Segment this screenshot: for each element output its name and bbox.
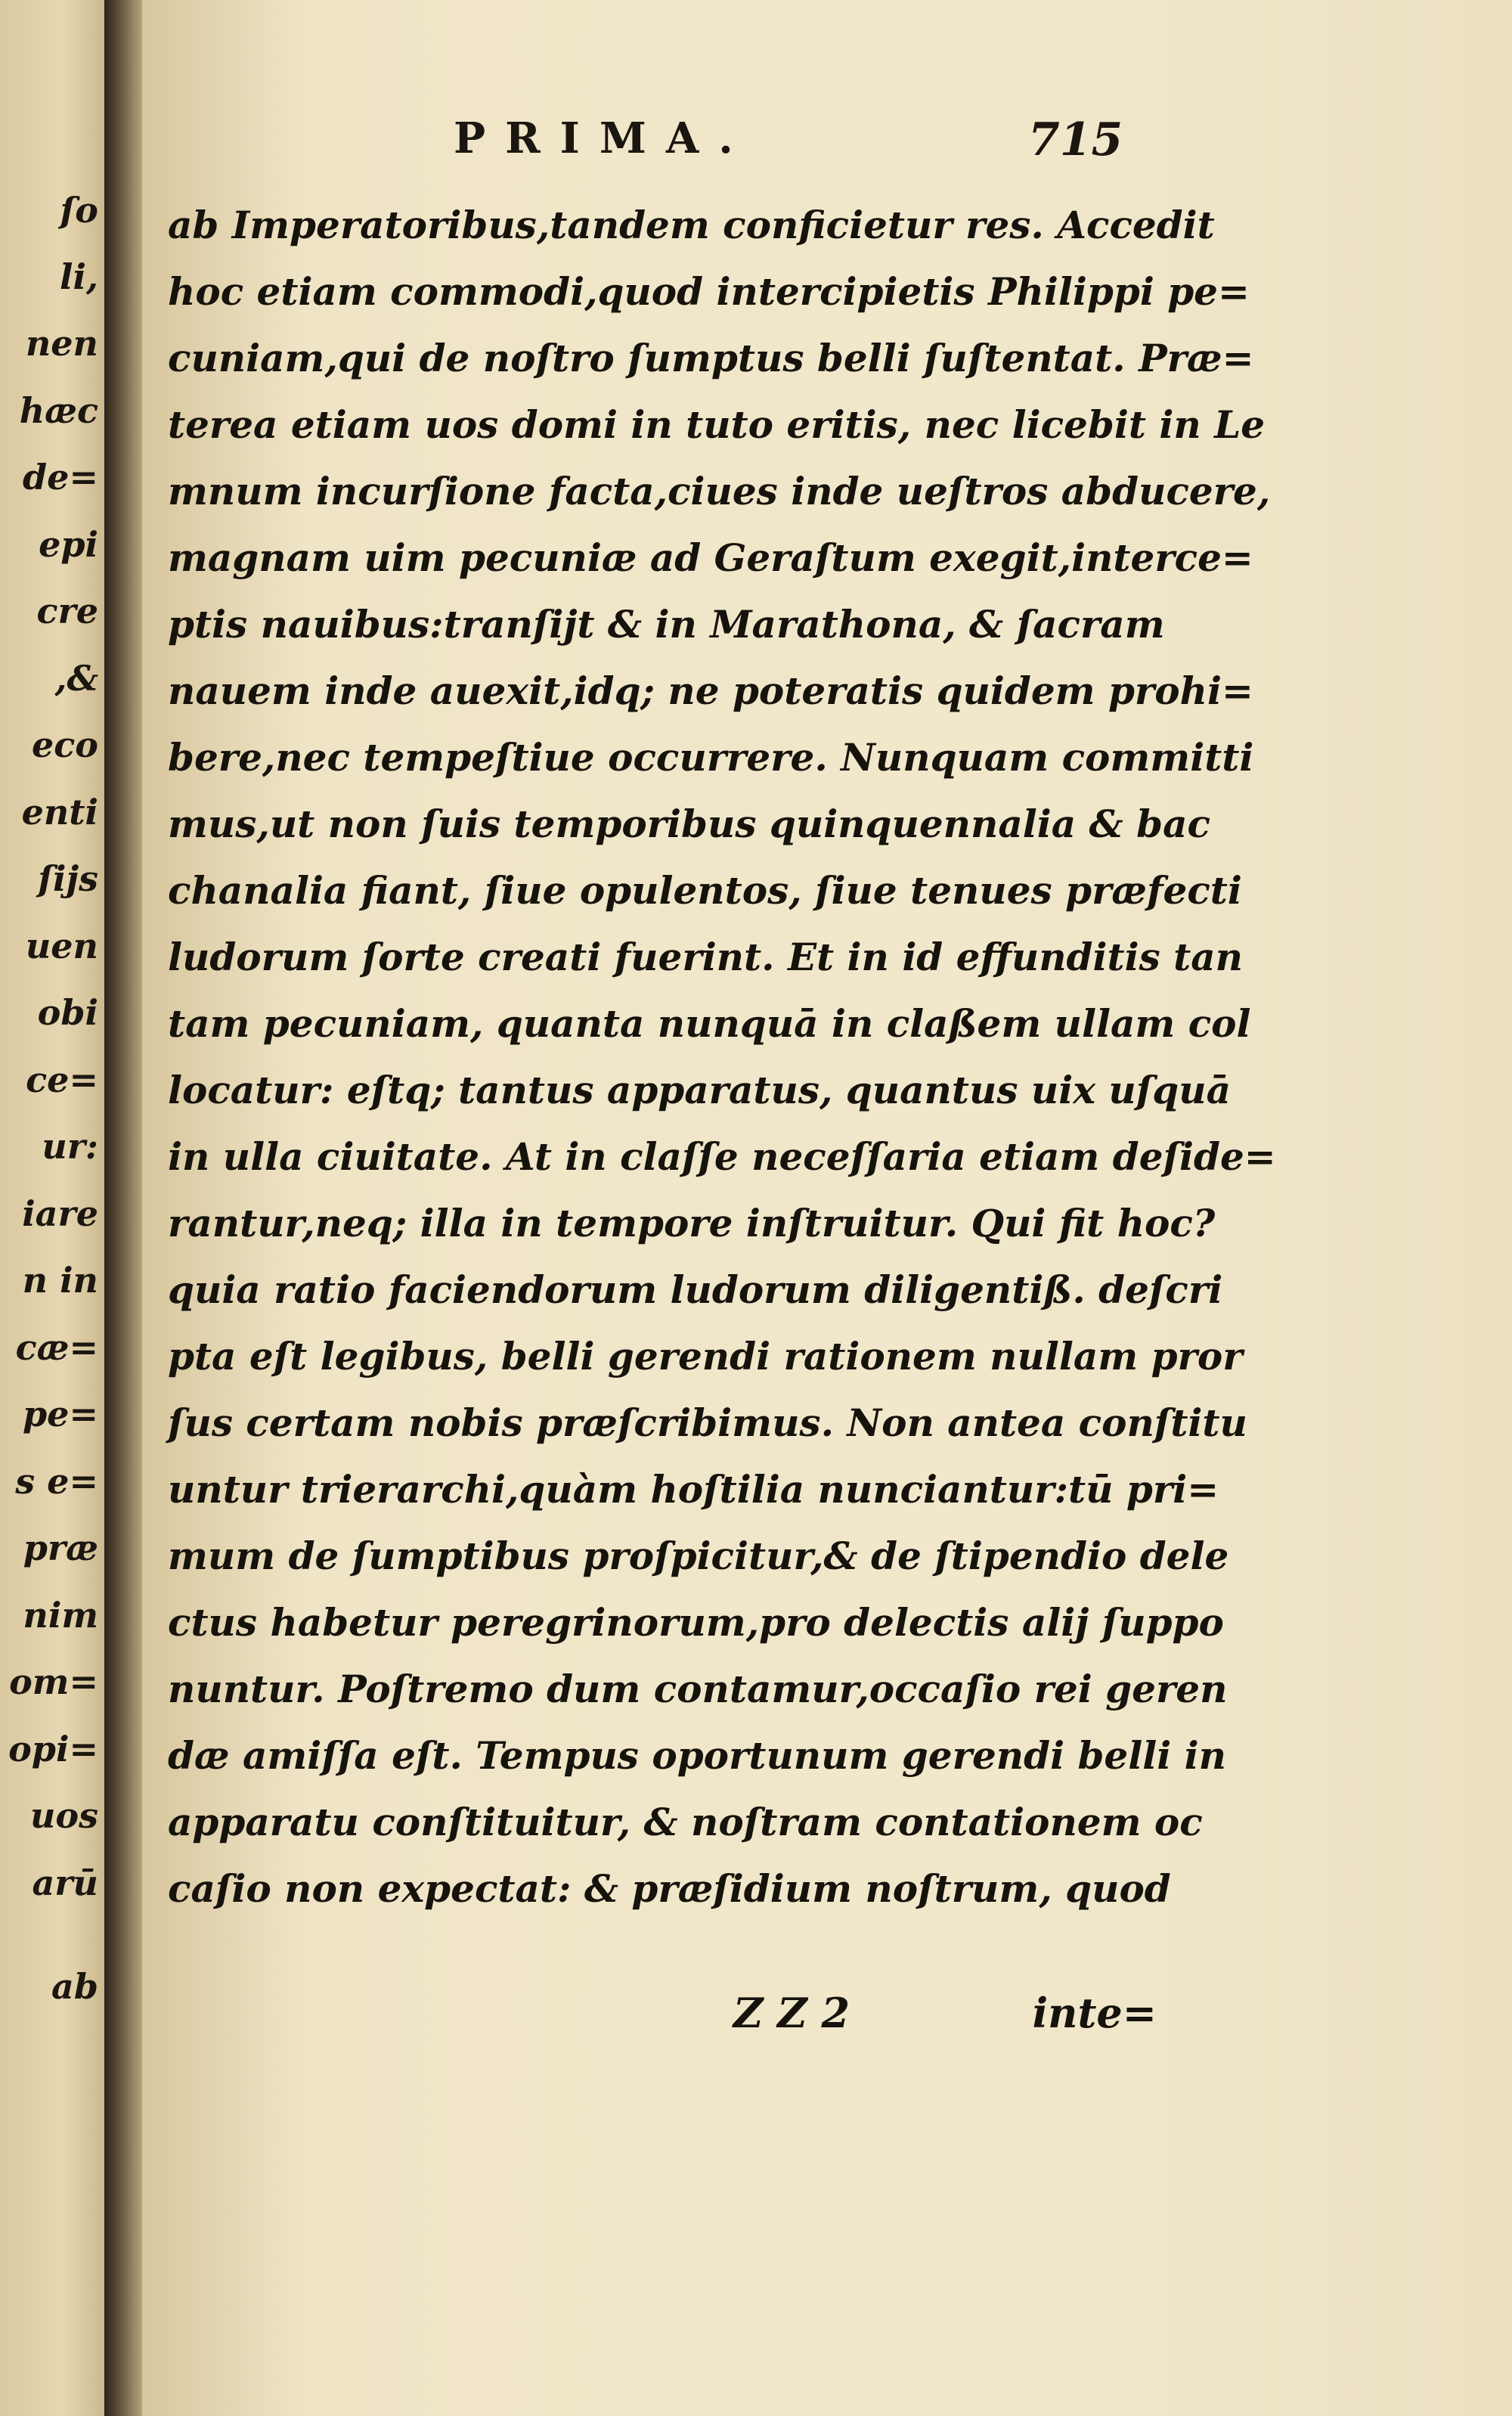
left-fragment: de= [23,457,98,498]
left-page-edge [0,0,104,2416]
text-line: ſus certam nobis præſcribimus. Non antea conſtitu [168,1400,1247,1445]
left-fragment: om= [9,1661,98,1702]
page-header [454,113,1134,166]
left-fragment: ,& [54,658,98,699]
text-line: pta eſt legibus, belli gerendi rationem nullam pror [168,1334,1243,1379]
left-fragment: eco [32,724,98,765]
left-fragment: li, [60,256,98,297]
text-line: quia ratio faciendorum ludorum diligentiß. deſcri [168,1267,1223,1312]
left-fragment: s e= [15,1461,98,1502]
text-line: nauem inde auexit,idq; ne poteratis quidem prohi= [168,668,1253,713]
text-line: caſio non expectat: & præſidium noſtrum, quod [168,1866,1171,1911]
left-fragment: uen [25,926,98,966]
text-line: ab Imperatoribus,tandem conficietur res. Accedit [168,203,1215,247]
left-fragment: cæ= [15,1327,98,1368]
left-fragment: iare [22,1193,98,1234]
left-fragment: ab [51,1966,98,2007]
text-line: mus,ut non ſuis temporibus quinquennalia & bac [168,802,1210,846]
text-line: ptis nauibus:tranſijt & in Marathona, & ſacram [168,602,1165,647]
left-fragment: ur: [42,1126,98,1167]
left-fragment: hæc [19,390,98,431]
catchword: inte= [1032,1989,1157,2037]
left-fragment: præ [23,1527,98,1568]
book-gutter [104,0,142,2416]
text-line: untur trierarchi,quàm hoſtilia nunciantur:tū pri= [168,1467,1219,1512]
signature-mark: Z Z 2 [733,1989,850,2037]
left-fragment: uos [29,1795,98,1836]
text-line: dæ amiſſa eſt. Tempus oportunum gerendi belli in [168,1733,1226,1778]
left-fragment: ſijs [38,858,98,899]
text-line: magnam uim pecuniæ ad Geraſtum exegit,interce= [168,535,1253,580]
text-line: mum de ſumptibus proſpicitur,& de ſtipendio dele [168,1534,1229,1578]
left-fragment: n in [22,1260,98,1301]
left-fragment: pe= [23,1394,98,1434]
page-number: 715 [1028,113,1123,166]
text-line: bere,nec tempeſtiue occurrere. Nunquam committi [168,735,1254,780]
text-line: tam pecuniam, quanta nunquā in claßem ullam col [168,1001,1251,1046]
text-line: terea etiam uos domi in tuto eritis, nec licebit in Le [168,402,1266,447]
left-fragment: enti [21,792,98,833]
left-fragment: nen [25,323,98,364]
left-fragment: opi= [8,1729,98,1769]
left-fragment: cre [36,591,98,631]
text-line: nuntur. Poſtremo dum contamur,occaſio rei geren [168,1667,1228,1711]
left-fragment: obi [37,992,98,1033]
text-line: hoc etiam commodi,quod intercipietis Philippi pe= [168,269,1250,314]
text-line: apparatu conſtituitur, & noſtram contationem oc [168,1800,1203,1844]
running-head: PRIMA. [454,113,753,163]
text-line: rantur,neq; illa in tempore inſtruitur. Qui fit hoc? [168,1201,1216,1245]
left-fragment: epi [39,524,98,565]
text-line: mnum incurſione facta,ciues inde ueſtros abducere, [168,469,1271,513]
text-line: in ulla ciuitate. At in claſſe neceſſaria etiam deſide= [168,1134,1276,1179]
page-footer [733,1989,1157,2042]
text-line: ludorum ſorte creati fuerint. Et in id effunditis tan [168,935,1243,979]
left-fragment: arū [32,1862,98,1903]
left-fragment: ce= [26,1059,98,1100]
text-line: locatur: eſtq; tantus apparatus, quantus uix uſquā [168,1068,1232,1112]
text-line: cuniam,qui de noſtro ſumptus belli ſuſtentat. Præ= [168,336,1254,380]
left-fragment: ſo [60,190,98,231]
left-fragment: nim [23,1595,98,1636]
text-line: chanalia fiant, ſiue opulentos, ſiue tenues præfecti [168,868,1242,913]
text-line: ctus habetur peregrinorum,pro delectis alij ſuppo [168,1600,1224,1645]
